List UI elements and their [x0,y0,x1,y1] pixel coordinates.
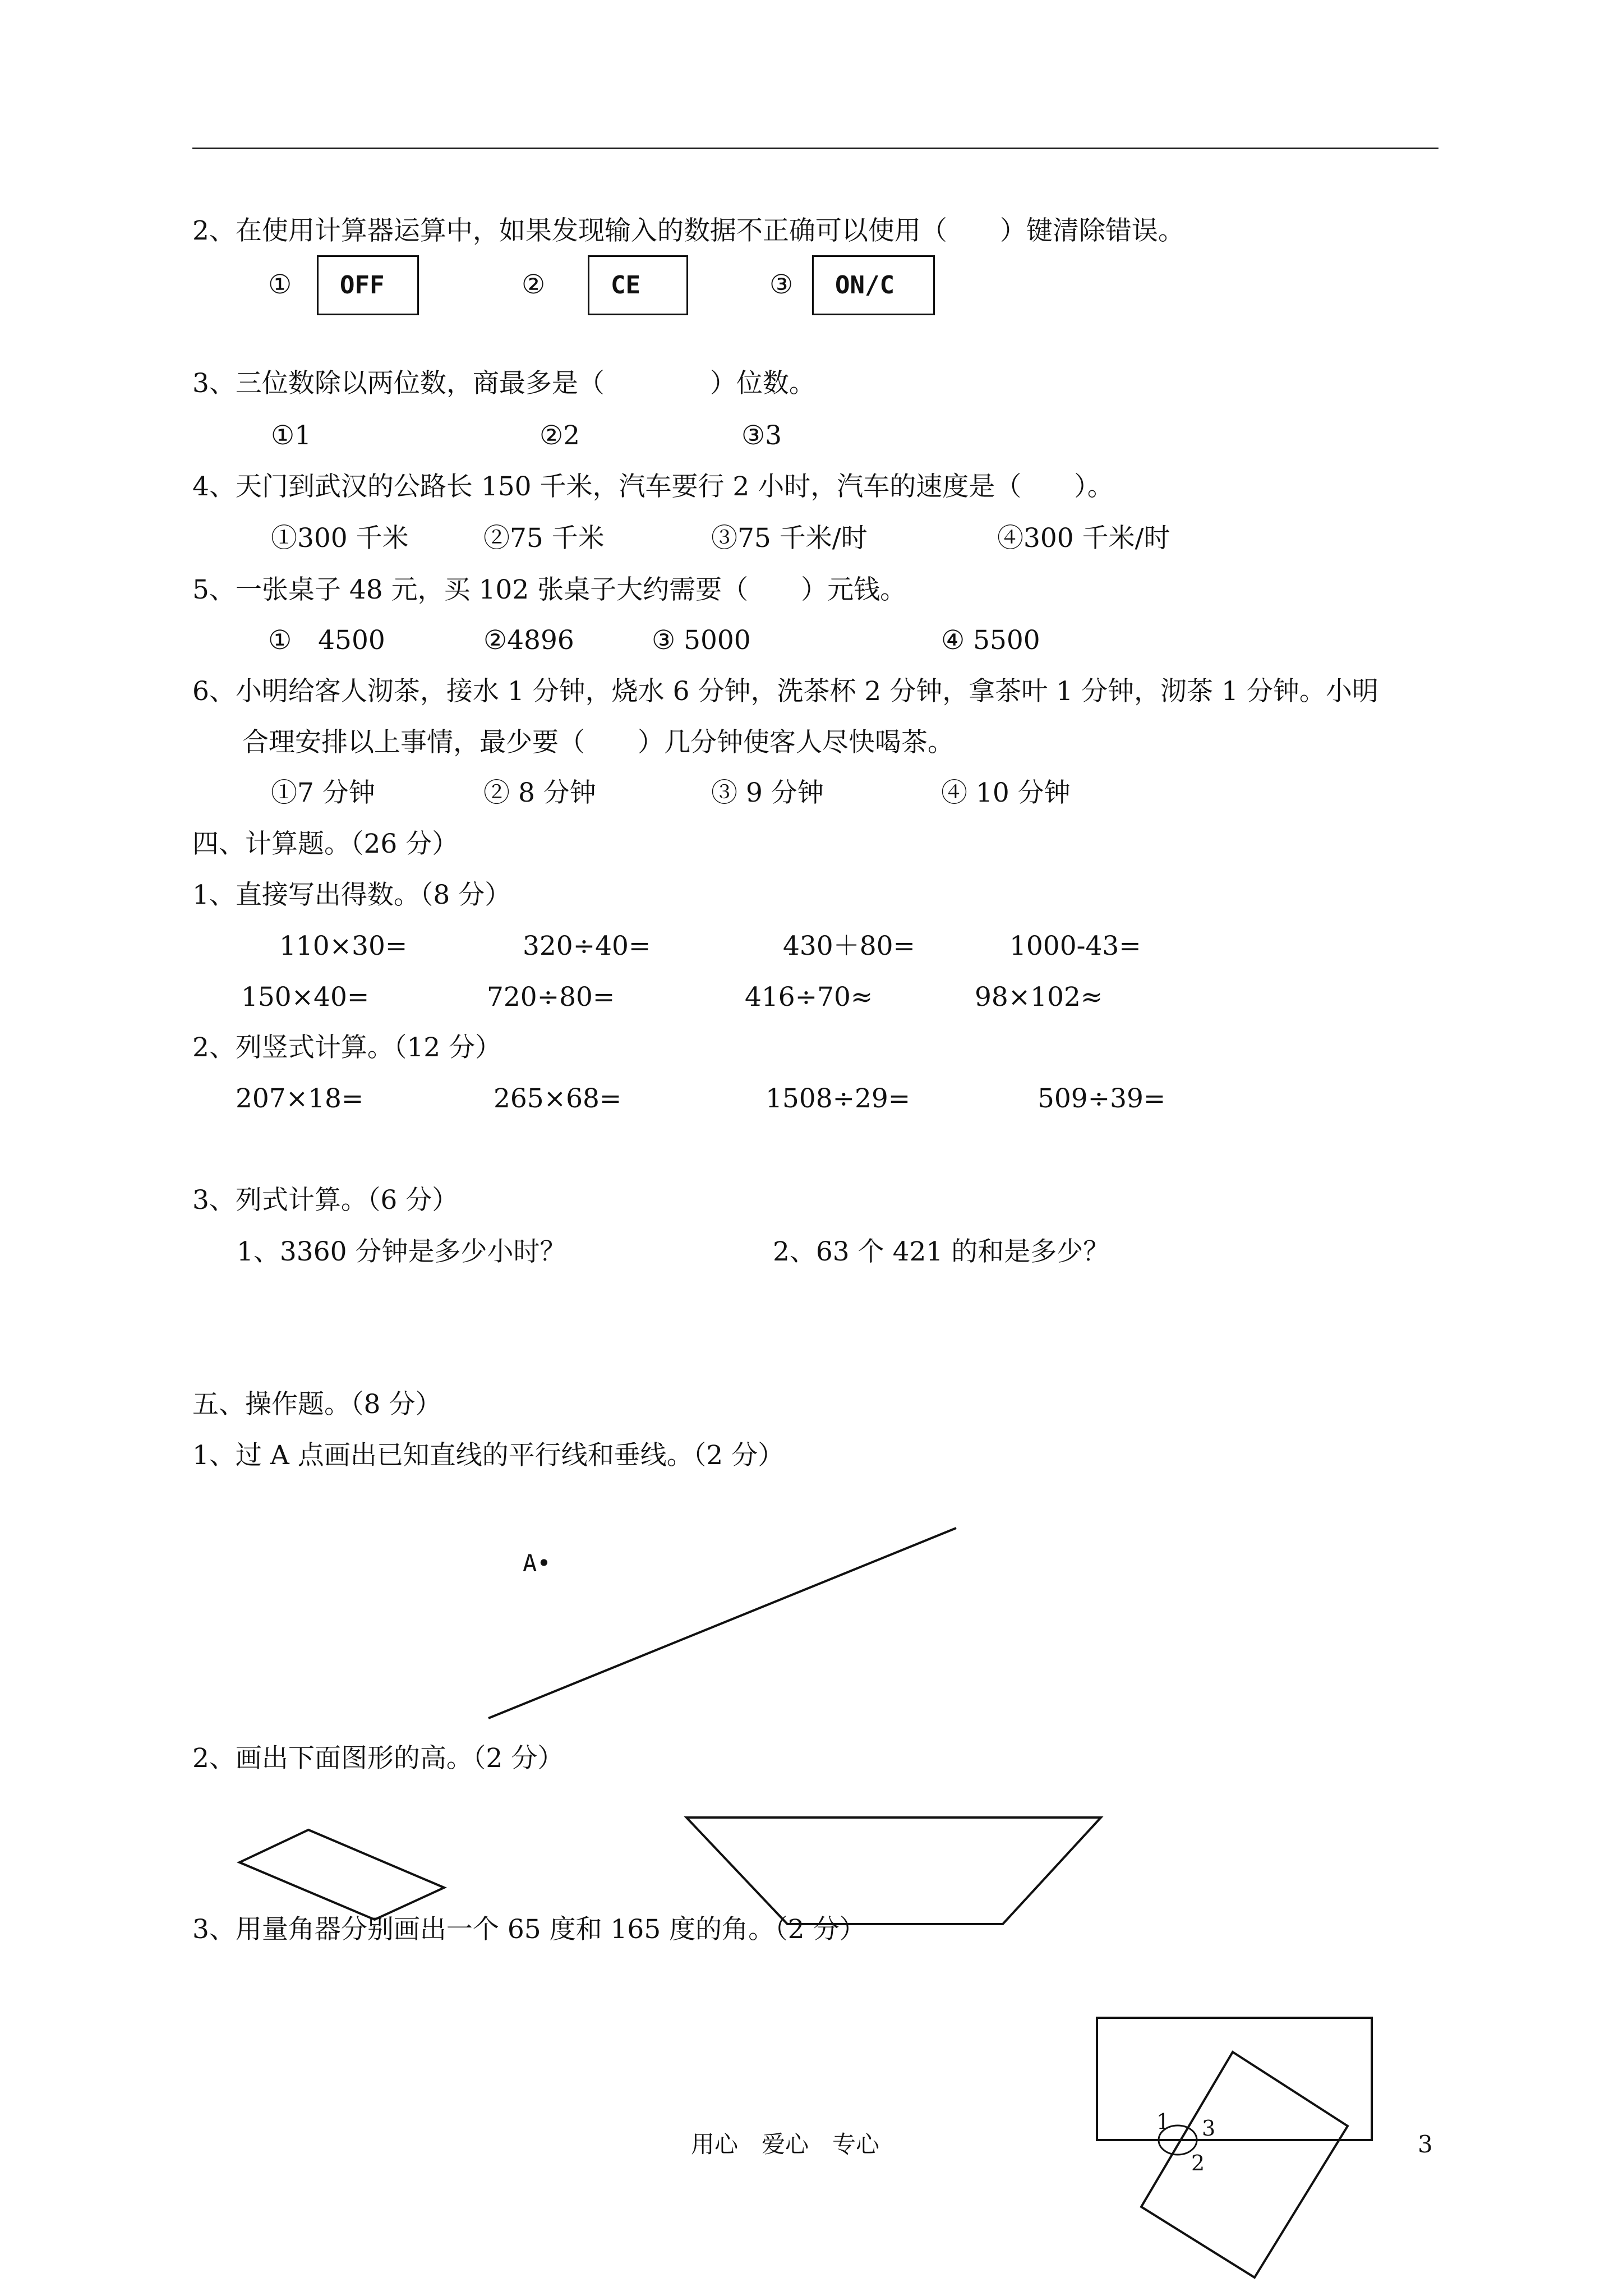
q5-stem: 5、一张桌子 48 元，买 102 张桌子大约需要（ ）元钱。 [192,574,907,605]
mental-math-item: 1000-43= [1009,931,1141,961]
mental-math-item: 720÷80= [487,982,615,1013]
section-4-part-1-title: 1、直接写出得数。（8 分） [192,880,511,910]
q6-stem-line-1: 6、小明给客人沏茶，接水 1 分钟，烧水 6 分钟，洗茶杯 2 分钟，拿茶叶 1 分钟，沏茶 1 分钟。小明 [192,676,1378,707]
q6-option-1: ①7 分钟 [271,777,375,808]
mental-math-item: 320÷40= [523,931,651,961]
ce-key: CE [588,255,688,315]
section-5-part-3-title: 3、用量角器分别画出一个 65 度和 165 度的角。（2 分） [192,1914,866,1945]
q6-option-3: ③ 9 分钟 [711,777,824,808]
angle-figure-rotated-rectangle [1141,2052,1348,2277]
q3-option-2: ②2 [540,420,580,451]
mental-math-item: 98×102≈ [975,982,1103,1013]
mental-math-item: 430＋80= [783,931,915,961]
angle-label-3: 3 [1202,2116,1216,2141]
section-4-part-2-title: 2、列竖式计算。（12 分） [192,1032,502,1063]
given-straight-line [488,1528,956,1718]
q4-stem: 4、天门到武汉的公路长 150 千米，汽车要行 2 小时，汽车的速度是（ ）。 [192,471,1114,502]
q3-stem: 3、三位数除以两位数，商最多是（ ）位数。 [192,368,815,399]
section-5-part-2-title: 2、画出下面图形的高。（2 分） [192,1743,564,1774]
word-problem-2: 2、63 个 421 的和是多少？ [773,1236,1110,1267]
section-5-part-1-title: 1、过 A 点画出已知直线的平行线和垂线。（2 分） [192,1440,785,1471]
q3-option-3: ③3 [741,420,782,451]
q4-option-1: ①300 千米 [271,523,409,554]
q5-option-2: ②4896 [483,625,574,656]
section-4-part-3-title: 3、列式计算。（6 分） [192,1185,459,1216]
parallelogram-shape [239,1830,444,1920]
vertical-calc-item: 509÷39= [1038,1083,1166,1114]
vertical-calc-item: 265×68= [494,1083,622,1114]
q5-option-1: ① 4500 [268,625,385,656]
onc-key: ON/C [812,255,935,315]
q2-option-2-mark: ② [522,269,546,300]
q2-option-3-mark: ③ [769,269,794,300]
q4-option-4: ④300 千米/时 [997,523,1170,554]
mental-math-item: 110×30= [279,931,408,961]
off-key: OFF [317,255,419,315]
angle-label-1: 1 [1156,2109,1170,2134]
q2-option-1-mark: ① [268,269,292,300]
trapezoid-shape [686,1818,1101,1924]
q5-option-4: ④ 5500 [941,625,1040,656]
word-problem-1: 1、3360 分钟是多少小时？ [237,1236,566,1267]
section-5-title: 五、操作题。（8 分） [192,1389,442,1420]
page-number: 3 [1418,2131,1433,2158]
vertical-calc-item: 207×18= [236,1083,364,1114]
q4-option-3: ③75 千米/时 [711,523,868,554]
footer-motto: 用心 爱心 专心 [691,2131,880,2158]
angle-figure-rectangle [1097,2018,1372,2140]
q5-option-3: ③ 5000 [652,625,751,656]
mental-math-item: 416÷70≈ [745,982,873,1013]
section-4-title: 四、计算题。（26 分） [192,829,459,859]
q6-option-2: ② 8 分钟 [483,777,596,808]
q3-option-1: ①1 [271,420,312,451]
angle-label-2: 2 [1191,2151,1205,2175]
q2-stem: 2、在使用计算器运算中，如果发现输入的数据不正确可以使用（ ）键清除错误。 [192,215,1184,246]
mental-math-item: 150×40= [241,982,370,1013]
point-a-label: A• [523,1549,551,1577]
q6-option-4: ④ 10 分钟 [941,777,1071,808]
vertical-calc-item: 1508÷29= [766,1083,911,1114]
q6-stem-line-2: 合理安排以上事情，最少要（ ）几分钟使客人尽快喝茶。 [242,727,954,758]
q4-option-2: ②75 千米 [483,523,605,554]
